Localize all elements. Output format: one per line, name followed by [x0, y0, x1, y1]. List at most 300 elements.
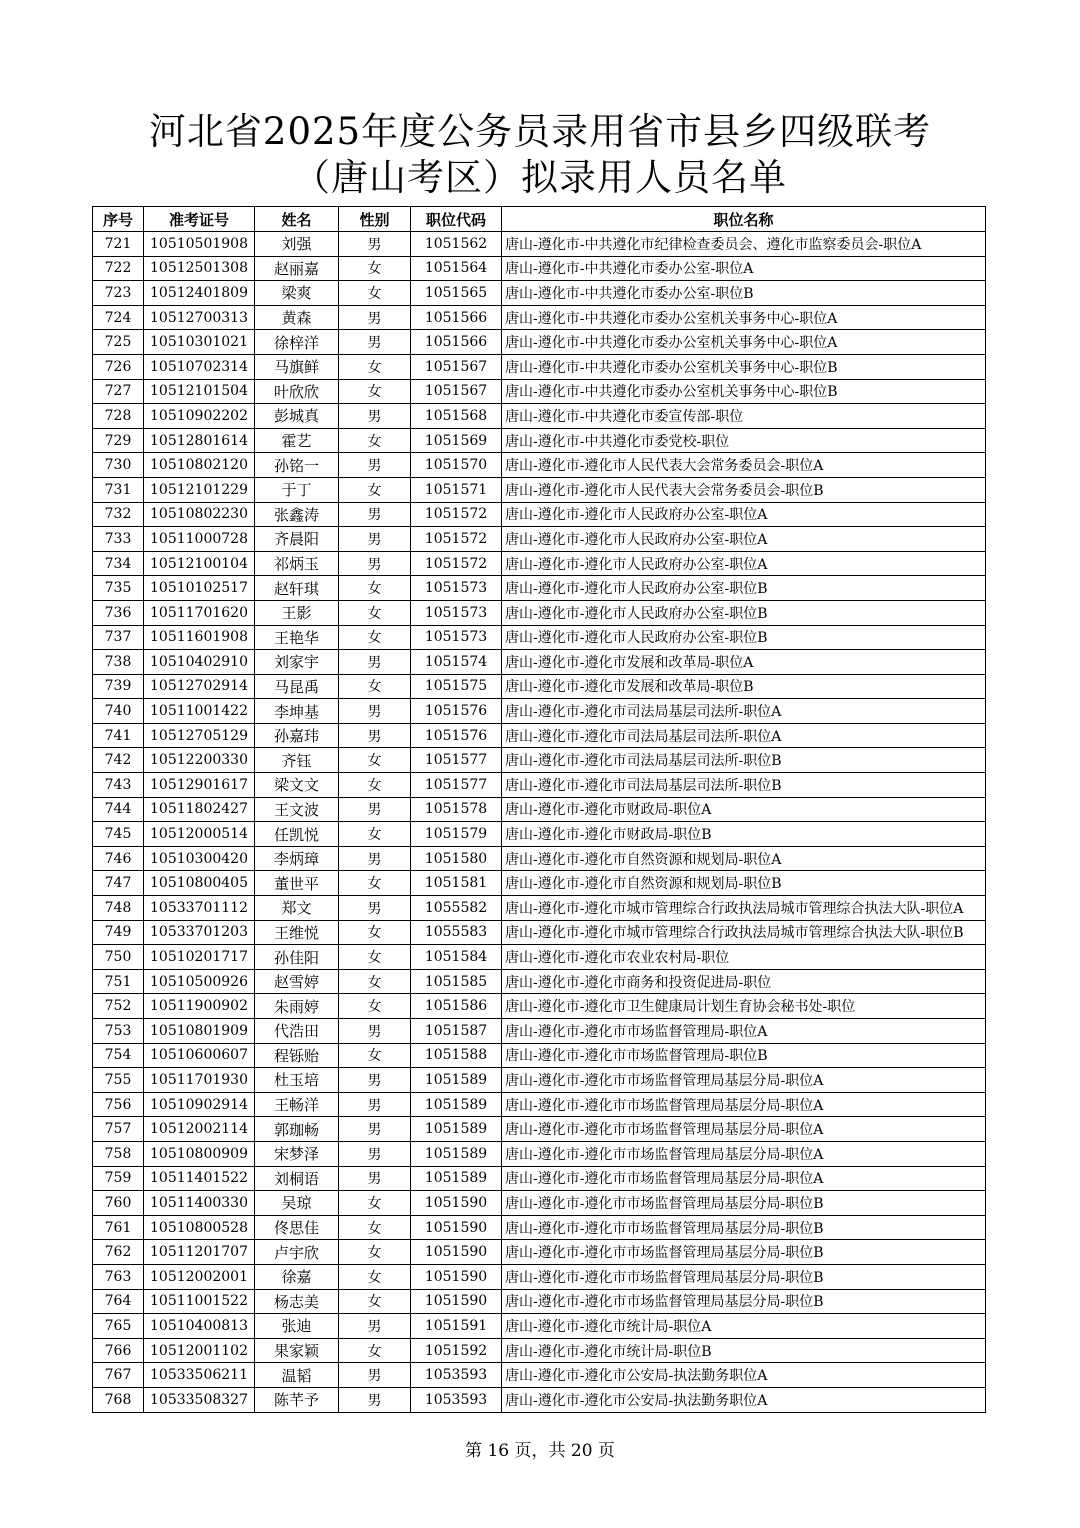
- cell-gender: 女: [339, 1289, 411, 1314]
- cell-position-name: 唐山-遵化市-遵化市市场监督管理局基层分局-职位B: [502, 1289, 986, 1314]
- cell-seq: 726: [93, 354, 144, 379]
- cell-position-code: 1051579: [411, 822, 502, 847]
- cell-position-name: 唐山-遵化市-遵化市自然资源和规划局-职位A: [502, 846, 986, 871]
- cell-position-code: 1051585: [411, 969, 502, 994]
- cell-seq: 750: [93, 945, 144, 970]
- cell-exam-id: 10511701930: [144, 1068, 255, 1093]
- cell-position-code: 1051577: [411, 773, 502, 798]
- cell-position-code: 1051589: [411, 1141, 502, 1166]
- cell-position-name: 唐山-遵化市-中共遵化市委办公室机关事务中心-职位B: [502, 379, 986, 404]
- cell-gender: 女: [339, 945, 411, 970]
- cell-position-code: 1051576: [411, 699, 502, 724]
- cell-exam-id: 10511701620: [144, 600, 255, 625]
- cell-position-name: 唐山-遵化市-中共遵化市纪律检查委员会、遵化市监察委员会-职位A: [502, 232, 986, 257]
- cell-seq: 723: [93, 281, 144, 306]
- cell-position-code: 1055582: [411, 896, 502, 921]
- cell-position-code: 1053593: [411, 1387, 502, 1412]
- cell-gender: 女: [339, 625, 411, 650]
- cell-seq: 766: [93, 1338, 144, 1363]
- cell-name: 赵雪婷: [255, 969, 339, 994]
- cell-exam-id: 10511401522: [144, 1166, 255, 1191]
- table-row: [93, 945, 986, 970]
- cell-exam-id: 10512501308: [144, 256, 255, 281]
- cell-seq: 759: [93, 1166, 144, 1191]
- cell-seq: 751: [93, 969, 144, 994]
- cell-name: 李坤基: [255, 699, 339, 724]
- cell-position-name: 唐山-遵化市-遵化市司法局基层司法所-职位A: [502, 699, 986, 724]
- cell-position-code: 1051572: [411, 551, 502, 576]
- cell-position-name: 唐山-遵化市-遵化市市场监督管理局基层分局-职位B: [502, 1264, 986, 1289]
- cell-gender: 女: [339, 994, 411, 1019]
- cell-position-name: 唐山-遵化市-遵化市人民政府办公室-职位B: [502, 576, 986, 601]
- cell-exam-id: 10510500926: [144, 969, 255, 994]
- cell-seq: 721: [93, 232, 144, 257]
- header-gender: 性别: [339, 207, 411, 232]
- table-row: [93, 773, 986, 798]
- cell-position-name: 唐山-遵化市-遵化市市场监督管理局基层分局-职位A: [502, 1068, 986, 1093]
- cell-name: 王艳华: [255, 625, 339, 650]
- cell-seq: 761: [93, 1215, 144, 1240]
- cell-name: 孙佳阳: [255, 945, 339, 970]
- cell-exam-id: 10511802427: [144, 797, 255, 822]
- table-row: [93, 453, 986, 478]
- cell-seq: 744: [93, 797, 144, 822]
- cell-position-code: 1051590: [411, 1215, 502, 1240]
- cell-gender: 女: [339, 1215, 411, 1240]
- cell-seq: 746: [93, 846, 144, 871]
- table-row: [93, 969, 986, 994]
- cell-position-name: 唐山-遵化市-遵化市市场监督管理局基层分局-职位A: [502, 1092, 986, 1117]
- cell-position-name: 唐山-遵化市-遵化市人民政府办公室-职位A: [502, 551, 986, 576]
- cell-gender: 男: [339, 723, 411, 748]
- cell-seq: 754: [93, 1043, 144, 1068]
- cell-position-code: 1051581: [411, 871, 502, 896]
- cell-position-name: 唐山-遵化市-中共遵化市委党校-职位: [502, 428, 986, 453]
- cell-exam-id: 10510102517: [144, 576, 255, 601]
- cell-exam-id: 10512801614: [144, 428, 255, 453]
- table-row: [93, 846, 986, 871]
- cell-position-code: 1051564: [411, 256, 502, 281]
- cell-position-code: 1051588: [411, 1043, 502, 1068]
- cell-seq: 749: [93, 920, 144, 945]
- cell-position-name: 唐山-遵化市-遵化市司法局基层司法所-职位B: [502, 773, 986, 798]
- cell-position-name: 唐山-遵化市-中共遵化市委办公室机关事务中心-职位A: [502, 305, 986, 330]
- table-row: [93, 723, 986, 748]
- table-row: [93, 502, 986, 527]
- cell-gender: 女: [339, 600, 411, 625]
- table-row: [93, 822, 986, 847]
- cell-seq: 734: [93, 551, 144, 576]
- cell-name: 赵丽嘉: [255, 256, 339, 281]
- cell-name: 马旗鲜: [255, 354, 339, 379]
- cell-exam-id: 10512002001: [144, 1264, 255, 1289]
- cell-position-name: 唐山-遵化市-遵化市市场监督管理局基层分局-职位A: [502, 1141, 986, 1166]
- cell-name: 王文波: [255, 797, 339, 822]
- cell-name: 马昆禹: [255, 674, 339, 699]
- cell-exam-id: 10510802120: [144, 453, 255, 478]
- cell-name: 张迪: [255, 1314, 339, 1339]
- cell-position-code: 1051589: [411, 1117, 502, 1142]
- table-row: [93, 1338, 986, 1363]
- cell-position-name: 唐山-遵化市-遵化市城市管理综合行政执法局城市管理综合执法大队-职位B: [502, 920, 986, 945]
- cell-exam-id: 10510600607: [144, 1043, 255, 1068]
- cell-gender: 女: [339, 773, 411, 798]
- table-row: [93, 354, 986, 379]
- cell-position-code: 1051590: [411, 1264, 502, 1289]
- table-row: [93, 920, 986, 945]
- cell-position-code: 1051578: [411, 797, 502, 822]
- cell-position-name: 唐山-遵化市-遵化市商务和投资促进局-职位: [502, 969, 986, 994]
- cell-name: 宋梦泽: [255, 1141, 339, 1166]
- cell-position-name: 唐山-遵化市-中共遵化市委办公室-职位A: [502, 256, 986, 281]
- table-row: [93, 404, 986, 429]
- cell-position-name: 唐山-遵化市-遵化市公安局-执法勤务职位A: [502, 1387, 986, 1412]
- cell-exam-id: 10510801909: [144, 1019, 255, 1044]
- cell-gender: 女: [339, 354, 411, 379]
- cell-seq: 722: [93, 256, 144, 281]
- cell-exam-id: 10511601908: [144, 625, 255, 650]
- cell-exam-id: 10511000728: [144, 527, 255, 552]
- header-position-code: 职位代码: [411, 207, 502, 232]
- cell-position-name: 唐山-遵化市-中共遵化市委办公室-职位B: [502, 281, 986, 306]
- table-row: [93, 871, 986, 896]
- cell-name: 吴琼: [255, 1191, 339, 1216]
- cell-name: 李炳璋: [255, 846, 339, 871]
- table-row: [93, 330, 986, 355]
- cell-gender: 女: [339, 477, 411, 502]
- header-exam-id: 准考证号: [144, 207, 255, 232]
- cell-gender: 女: [339, 428, 411, 453]
- table-row: [93, 379, 986, 404]
- cell-position-code: 1051569: [411, 428, 502, 453]
- cell-name: 赵轩琪: [255, 576, 339, 601]
- cell-gender: 男: [339, 1019, 411, 1044]
- table-row: [93, 1141, 986, 1166]
- cell-exam-id: 10510902914: [144, 1092, 255, 1117]
- header-seq: 序号: [93, 207, 144, 232]
- cell-gender: 男: [339, 650, 411, 675]
- table-row: [93, 1068, 986, 1093]
- cell-seq: 735: [93, 576, 144, 601]
- cell-position-code: 1051590: [411, 1289, 502, 1314]
- cell-exam-id: 10512101229: [144, 477, 255, 502]
- table-row: [93, 1117, 986, 1142]
- cell-position-code: 1051577: [411, 748, 502, 773]
- table-row: [93, 1264, 986, 1289]
- cell-gender: 女: [339, 576, 411, 601]
- cell-position-code: 1051570: [411, 453, 502, 478]
- cell-name: 代浩田: [255, 1019, 339, 1044]
- table-row: [93, 1363, 986, 1388]
- cell-seq: 764: [93, 1289, 144, 1314]
- cell-position-name: 唐山-遵化市-遵化市市场监督管理局基层分局-职位A: [502, 1166, 986, 1191]
- cell-position-code: 1051566: [411, 305, 502, 330]
- cell-seq: 745: [93, 822, 144, 847]
- cell-name: 杜玉培: [255, 1068, 339, 1093]
- cell-seq: 729: [93, 428, 144, 453]
- cell-exam-id: 10511201707: [144, 1240, 255, 1265]
- cell-gender: 女: [339, 674, 411, 699]
- cell-position-code: 1051574: [411, 650, 502, 675]
- table-row: [93, 699, 986, 724]
- cell-name: 齐晨阳: [255, 527, 339, 552]
- cell-gender: 男: [339, 1387, 411, 1412]
- cell-exam-id: 10510800909: [144, 1141, 255, 1166]
- cell-position-code: 1051573: [411, 625, 502, 650]
- cell-seq: 732: [93, 502, 144, 527]
- cell-gender: 男: [339, 527, 411, 552]
- cell-seq: 747: [93, 871, 144, 896]
- cell-seq: 752: [93, 994, 144, 1019]
- table-row: [93, 1043, 986, 1068]
- cell-position-code: 1051587: [411, 1019, 502, 1044]
- cell-position-name: 唐山-遵化市-遵化市财政局-职位A: [502, 797, 986, 822]
- cell-seq: 768: [93, 1387, 144, 1412]
- cell-gender: 男: [339, 797, 411, 822]
- cell-name: 佟思佳: [255, 1215, 339, 1240]
- cell-position-code: 1051590: [411, 1191, 502, 1216]
- cell-position-name: 唐山-遵化市-遵化市人民政府办公室-职位A: [502, 527, 986, 552]
- table-row: [93, 896, 986, 921]
- cell-position-code: 1051575: [411, 674, 502, 699]
- table-row: [93, 600, 986, 625]
- cell-exam-id: 10512200330: [144, 748, 255, 773]
- cell-gender: 男: [339, 1092, 411, 1117]
- table-row: [93, 551, 986, 576]
- cell-exam-id: 10510201717: [144, 945, 255, 970]
- cell-exam-id: 10512101504: [144, 379, 255, 404]
- cell-name: 董世平: [255, 871, 339, 896]
- cell-gender: 女: [339, 871, 411, 896]
- cell-seq: 763: [93, 1264, 144, 1289]
- cell-gender: 男: [339, 1166, 411, 1191]
- cell-position-code: 1051565: [411, 281, 502, 306]
- table-row: [93, 1289, 986, 1314]
- cell-seq: 755: [93, 1068, 144, 1093]
- cell-position-name: 唐山-遵化市-遵化市发展和改革局-职位B: [502, 674, 986, 699]
- header-position-name: 职位名称: [502, 207, 986, 232]
- cell-exam-id: 10512000514: [144, 822, 255, 847]
- cell-position-code: 1051586: [411, 994, 502, 1019]
- cell-seq: 730: [93, 453, 144, 478]
- document-title-line-2: （唐山考区）拟录用人员名单: [293, 156, 787, 199]
- cell-gender: 男: [339, 404, 411, 429]
- cell-position-name: 唐山-遵化市-遵化市市场监督管理局基层分局-职位B: [502, 1191, 986, 1216]
- cell-position-code: 1051589: [411, 1166, 502, 1191]
- cell-position-name: 唐山-遵化市-遵化市发展和改革局-职位A: [502, 650, 986, 675]
- cell-gender: 男: [339, 551, 411, 576]
- cell-position-name: 唐山-遵化市-遵化市市场监督管理局-职位B: [502, 1043, 986, 1068]
- table-row: [93, 797, 986, 822]
- cell-name: 徐嘉: [255, 1264, 339, 1289]
- cell-seq: 742: [93, 748, 144, 773]
- cell-name: 郑文: [255, 896, 339, 921]
- cell-position-code: 1051589: [411, 1068, 502, 1093]
- cell-gender: 女: [339, 822, 411, 847]
- cell-exam-id: 10510400813: [144, 1314, 255, 1339]
- table-row: [93, 1215, 986, 1240]
- table-row: [93, 576, 986, 601]
- cell-seq: 731: [93, 477, 144, 502]
- cell-name: 郭珈畅: [255, 1117, 339, 1142]
- table-row: [93, 748, 986, 773]
- cell-position-name: 唐山-遵化市-遵化市统计局-职位A: [502, 1314, 986, 1339]
- cell-exam-id: 10512901617: [144, 773, 255, 798]
- cell-gender: 女: [339, 1264, 411, 1289]
- cell-seq: 748: [93, 896, 144, 921]
- cell-gender: 女: [339, 1191, 411, 1216]
- cell-position-name: 唐山-遵化市-遵化市人民代表大会常务委员会-职位A: [502, 453, 986, 478]
- cell-name: 陈芊予: [255, 1387, 339, 1412]
- table-header-row: [93, 207, 986, 232]
- cell-position-name: 唐山-遵化市-遵化市卫生健康局计划生育协会秘书处-职位: [502, 994, 986, 1019]
- cell-position-code: 1051591: [411, 1314, 502, 1339]
- cell-seq: 725: [93, 330, 144, 355]
- cell-gender: 女: [339, 1043, 411, 1068]
- cell-gender: 男: [339, 453, 411, 478]
- cell-gender: 男: [339, 1141, 411, 1166]
- cell-position-code: 1053593: [411, 1363, 502, 1388]
- table-row: [93, 256, 986, 281]
- cell-exam-id: 10512001102: [144, 1338, 255, 1363]
- cell-gender: 男: [339, 699, 411, 724]
- cell-name: 齐钰: [255, 748, 339, 773]
- cell-position-code: 1051567: [411, 379, 502, 404]
- cell-position-code: 1051572: [411, 527, 502, 552]
- table-row: [93, 625, 986, 650]
- table-row: [93, 1166, 986, 1191]
- table-row: [93, 674, 986, 699]
- cell-name: 王影: [255, 600, 339, 625]
- table-row: [93, 305, 986, 330]
- cell-gender: 女: [339, 748, 411, 773]
- cell-gender: 男: [339, 502, 411, 527]
- cell-gender: 男: [339, 896, 411, 921]
- cell-name: 果家颖: [255, 1338, 339, 1363]
- cell-name: 徐梓洋: [255, 330, 339, 355]
- cell-position-name: 唐山-遵化市-遵化市农业农村局-职位: [502, 945, 986, 970]
- cell-exam-id: 10533506211: [144, 1363, 255, 1388]
- cell-position-code: 1051589: [411, 1092, 502, 1117]
- cell-name: 黄森: [255, 305, 339, 330]
- table-row: [93, 1387, 986, 1412]
- cell-gender: 男: [339, 330, 411, 355]
- cell-name: 刘桐语: [255, 1166, 339, 1191]
- cell-exam-id: 10510300420: [144, 846, 255, 871]
- cell-position-code: 1051572: [411, 502, 502, 527]
- cell-position-name: 唐山-遵化市-遵化市司法局基层司法所-职位B: [502, 748, 986, 773]
- cell-gender: 男: [339, 1363, 411, 1388]
- cell-exam-id: 10512705129: [144, 723, 255, 748]
- cell-gender: 女: [339, 379, 411, 404]
- roster-body: [93, 232, 986, 1413]
- cell-seq: 737: [93, 625, 144, 650]
- cell-seq: 724: [93, 305, 144, 330]
- cell-seq: 743: [93, 773, 144, 798]
- cell-exam-id: 10510902202: [144, 404, 255, 429]
- cell-position-name: 唐山-遵化市-中共遵化市委办公室机关事务中心-职位B: [502, 354, 986, 379]
- cell-gender: 女: [339, 1240, 411, 1265]
- cell-position-name: 唐山-遵化市-遵化市市场监督管理局-职位A: [502, 1019, 986, 1044]
- roster-table: [92, 206, 986, 1413]
- cell-seq: 728: [93, 404, 144, 429]
- cell-exam-id: 10510802230: [144, 502, 255, 527]
- cell-gender: 女: [339, 920, 411, 945]
- cell-position-name: 唐山-遵化市-遵化市司法局基层司法所-职位A: [502, 723, 986, 748]
- cell-position-code: 1051567: [411, 354, 502, 379]
- cell-seq: 765: [93, 1314, 144, 1339]
- cell-exam-id: 10512002114: [144, 1117, 255, 1142]
- cell-position-code: 1051571: [411, 477, 502, 502]
- cell-gender: 男: [339, 1068, 411, 1093]
- cell-name: 霍艺: [255, 428, 339, 453]
- cell-name: 任凯悦: [255, 822, 339, 847]
- table-row: [93, 428, 986, 453]
- cell-position-code: 1051562: [411, 232, 502, 257]
- table-row: [93, 994, 986, 1019]
- cell-gender: 女: [339, 281, 411, 306]
- table-row: [93, 1191, 986, 1216]
- cell-name: 孙嘉玮: [255, 723, 339, 748]
- cell-name: 王畅洋: [255, 1092, 339, 1117]
- cell-position-code: 1051573: [411, 600, 502, 625]
- cell-position-name: 唐山-遵化市-遵化市市场监督管理局基层分局-职位B: [502, 1240, 986, 1265]
- cell-seq: 736: [93, 600, 144, 625]
- table-row: [93, 1240, 986, 1265]
- cell-position-code: 1055583: [411, 920, 502, 945]
- table-row: [93, 1092, 986, 1117]
- cell-name: 刘强: [255, 232, 339, 257]
- cell-seq: 753: [93, 1019, 144, 1044]
- cell-exam-id: 10512700313: [144, 305, 255, 330]
- cell-exam-id: 10511400330: [144, 1191, 255, 1216]
- cell-name: 祁炳玉: [255, 551, 339, 576]
- cell-position-code: 1051592: [411, 1338, 502, 1363]
- cell-gender: 男: [339, 846, 411, 871]
- cell-position-name: 唐山-遵化市-遵化市统计局-职位B: [502, 1338, 986, 1363]
- cell-position-code: 1051566: [411, 330, 502, 355]
- cell-seq: 767: [93, 1363, 144, 1388]
- cell-position-code: 1051590: [411, 1240, 502, 1265]
- cell-exam-id: 10510501908: [144, 232, 255, 257]
- table-row: [93, 1019, 986, 1044]
- cell-exam-id: 10511900902: [144, 994, 255, 1019]
- cell-seq: 758: [93, 1141, 144, 1166]
- cell-exam-id: 10533701203: [144, 920, 255, 945]
- cell-name: 彭城真: [255, 404, 339, 429]
- cell-exam-id: 10533701112: [144, 896, 255, 921]
- cell-seq: 740: [93, 699, 144, 724]
- cell-position-name: 唐山-遵化市-中共遵化市委办公室机关事务中心-职位A: [502, 330, 986, 355]
- table-row: [93, 281, 986, 306]
- cell-name: 卢宇欣: [255, 1240, 339, 1265]
- cell-seq: 741: [93, 723, 144, 748]
- cell-name: 程铄贻: [255, 1043, 339, 1068]
- cell-name: 张鑫涛: [255, 502, 339, 527]
- cell-exam-id: 10511001522: [144, 1289, 255, 1314]
- cell-name: 梁文文: [255, 773, 339, 798]
- cell-name: 刘家宇: [255, 650, 339, 675]
- cell-exam-id: 10533508327: [144, 1387, 255, 1412]
- cell-gender: 男: [339, 305, 411, 330]
- cell-position-name: 唐山-遵化市-遵化市人民代表大会常务委员会-职位B: [502, 477, 986, 502]
- cell-seq: 738: [93, 650, 144, 675]
- cell-gender: 女: [339, 969, 411, 994]
- cell-seq: 756: [93, 1092, 144, 1117]
- cell-exam-id: 10512702914: [144, 674, 255, 699]
- cell-gender: 男: [339, 232, 411, 257]
- cell-exam-id: 10510800405: [144, 871, 255, 896]
